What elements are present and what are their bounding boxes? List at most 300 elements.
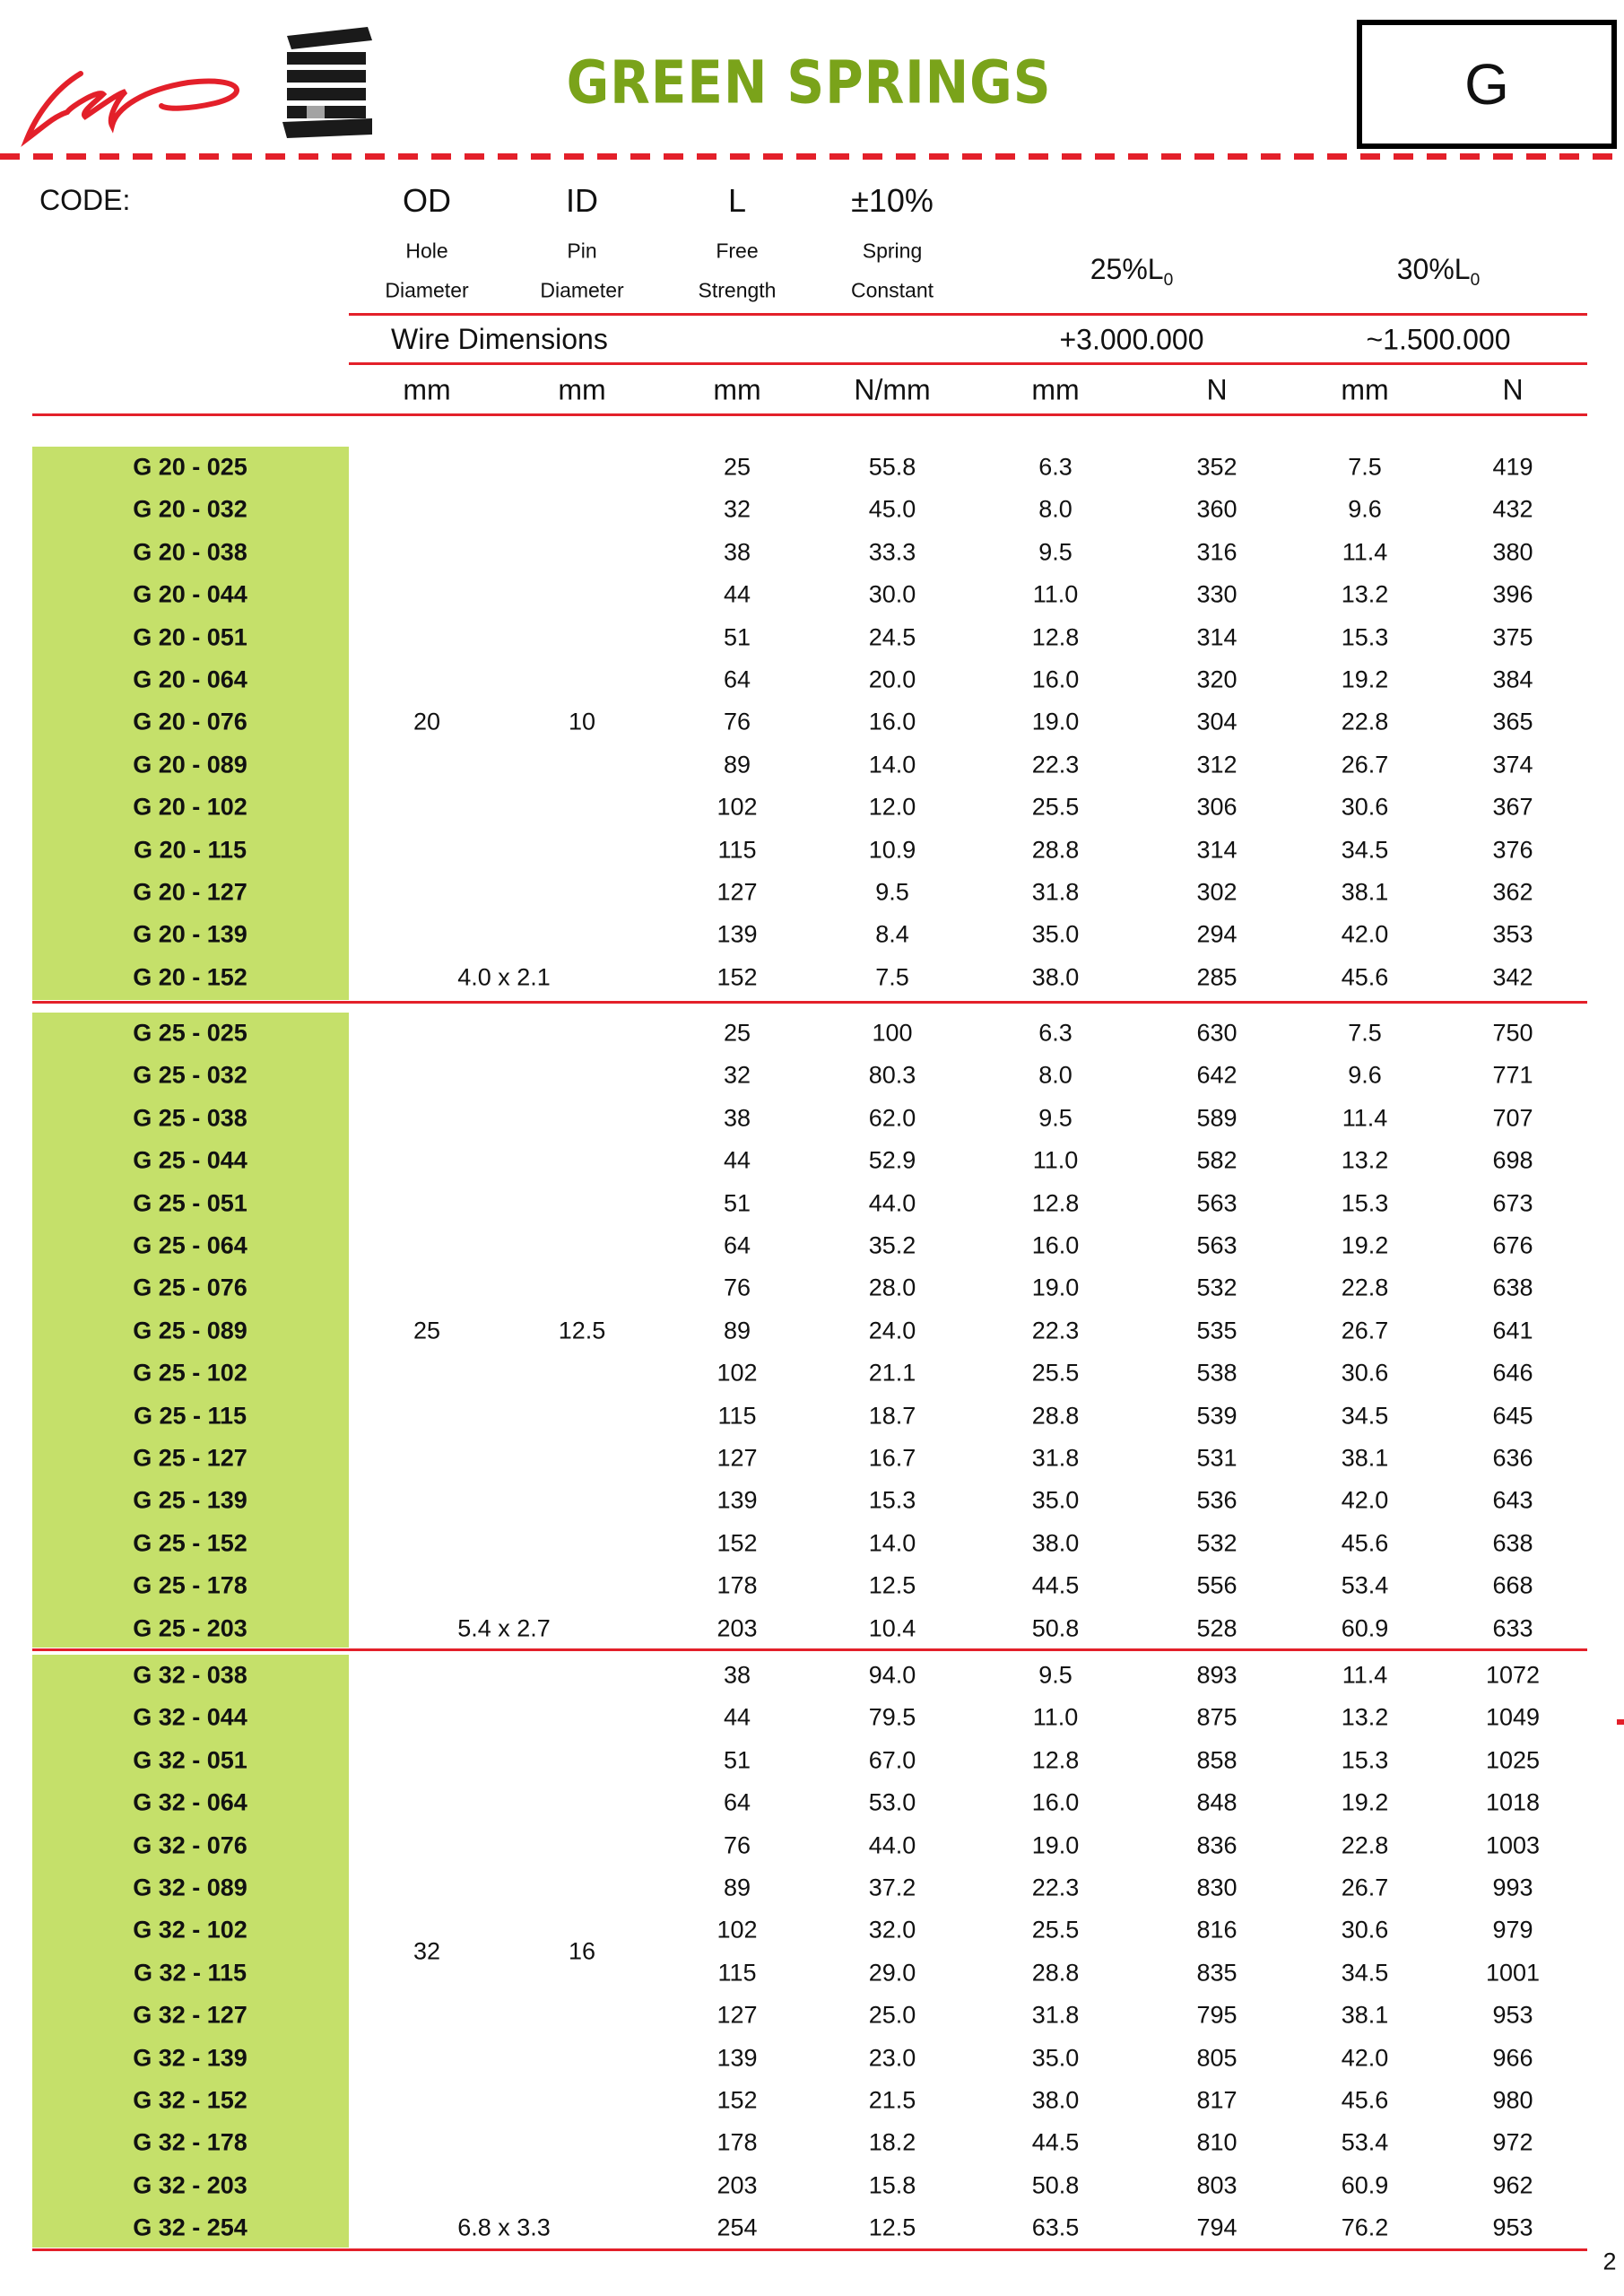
cell-free-length: 64 xyxy=(723,1788,751,1816)
cell-force-30-n: 633 xyxy=(1492,1614,1533,1642)
cell-force-25-n: 582 xyxy=(1196,1146,1238,1174)
cell-code: G 20 - 076 xyxy=(133,708,248,735)
cell-force-25-n: 330 xyxy=(1196,580,1238,608)
id-value: 16 xyxy=(568,1937,596,1965)
cell-code: G 32 - 178 xyxy=(133,2128,248,2156)
cell-deflection-30-mm: 76.2 xyxy=(1341,2213,1389,2241)
cell-code: G 20 - 064 xyxy=(133,665,248,693)
cell-deflection-30-mm: 53.4 xyxy=(1341,1571,1389,1599)
k-header: ±10% xyxy=(851,182,934,219)
cell-deflection-30-mm: 11.4 xyxy=(1342,538,1388,566)
cell-spring-constant: 12.5 xyxy=(868,2213,916,2241)
cell-force-30-n: 342 xyxy=(1492,963,1533,991)
cell-force-30-n: 376 xyxy=(1492,836,1533,864)
cell-deflection-25-mm: 16.0 xyxy=(1031,665,1080,693)
cell-force-25-n: 830 xyxy=(1196,1874,1238,1901)
cell-force-25-n: 794 xyxy=(1196,2213,1238,2241)
cell-deflection-25-mm: 50.8 xyxy=(1031,1614,1080,1642)
cell-deflection-25-mm: 35.0 xyxy=(1031,1486,1080,1514)
cell-code: G 20 - 051 xyxy=(133,623,248,651)
cell-deflection-25-mm: 25.5 xyxy=(1031,1916,1080,1944)
cell-deflection-25-mm: 38.0 xyxy=(1031,963,1080,991)
category-box xyxy=(1357,20,1617,149)
cell-deflection-30-mm: 22.8 xyxy=(1341,1831,1389,1859)
cell-free-length: 25 xyxy=(723,1019,751,1047)
cell-deflection-30-mm: 38.1 xyxy=(1341,2001,1389,2029)
cell-force-25-n: 539 xyxy=(1196,1402,1238,1430)
cell-spring-constant: 20.0 xyxy=(868,665,916,693)
od-desc-2: Diameter xyxy=(385,278,469,302)
cell-deflection-25-mm: 31.8 xyxy=(1031,1444,1080,1472)
cell-deflection-30-mm: 42.0 xyxy=(1341,920,1389,948)
cell-force-25-n: 858 xyxy=(1196,1746,1238,1774)
cell-force-25-n: 306 xyxy=(1196,793,1238,821)
cell-deflection-25-mm: 63.5 xyxy=(1031,2213,1080,2241)
cell-force-30-n: 396 xyxy=(1492,580,1533,608)
p30-label: 30%L xyxy=(1396,252,1471,285)
zap-logo xyxy=(18,27,377,152)
cell-code: G 32 - 051 xyxy=(133,1746,248,1774)
wire-dimensions-value: 5.4 x 2.7 xyxy=(457,1614,551,1642)
cell-force-25-n: 532 xyxy=(1196,1274,1238,1301)
cell-spring-constant: 18.2 xyxy=(868,2128,916,2156)
cell-deflection-30-mm: 15.3 xyxy=(1341,623,1389,651)
cell-force-25-n: 805 xyxy=(1196,2044,1238,2072)
cell-spring-constant: 15.3 xyxy=(868,1486,916,1514)
cell-deflection-25-mm: 25.5 xyxy=(1031,1359,1080,1387)
cell-spring-constant: 29.0 xyxy=(868,1959,916,1987)
cell-force-25-n: 320 xyxy=(1196,665,1238,693)
cell-spring-constant: 67.0 xyxy=(868,1746,916,1774)
cell-force-25-n: 538 xyxy=(1196,1359,1238,1387)
cell-force-30-n: 641 xyxy=(1492,1317,1533,1344)
cell-code: G 32 - 139 xyxy=(133,2044,248,2072)
cell-deflection-30-mm: 11.4 xyxy=(1342,1661,1388,1689)
cell-force-30-n: 384 xyxy=(1492,665,1533,693)
group-divider xyxy=(32,1001,1587,1004)
cell-code: G 20 - 139 xyxy=(133,920,248,948)
cell-force-30-n: 962 xyxy=(1492,2171,1533,2199)
cell-force-30-n: 673 xyxy=(1492,1189,1533,1217)
cell-deflection-30-mm: 45.6 xyxy=(1341,1529,1389,1557)
cell-free-length: 38 xyxy=(723,538,751,566)
cell-force-25-n: 314 xyxy=(1196,836,1238,864)
cell-code: G 20 - 025 xyxy=(133,453,248,481)
cell-spring-constant: 37.2 xyxy=(868,1874,916,1901)
cell-deflection-25-mm: 38.0 xyxy=(1031,2086,1080,2114)
cell-deflection-25-mm: 9.5 xyxy=(1038,538,1073,566)
header-line-3 xyxy=(32,413,1587,416)
cell-deflection-25-mm: 8.0 xyxy=(1038,1061,1073,1089)
l-header: L xyxy=(727,182,747,219)
cell-force-30-n: 1001 xyxy=(1485,1959,1541,1987)
cell-force-25-n: 589 xyxy=(1196,1104,1238,1132)
cell-deflection-25-mm: 16.0 xyxy=(1031,1231,1080,1259)
cell-deflection-30-mm: 53.4 xyxy=(1341,2128,1389,2156)
cell-spring-constant: 10.9 xyxy=(868,836,916,864)
cell-deflection-30-mm: 19.2 xyxy=(1341,665,1389,693)
cell-free-length: 254 xyxy=(716,2213,758,2241)
wire-dimensions-value: 4.0 x 2.1 xyxy=(457,963,551,991)
cell-spring-constant: 12.5 xyxy=(868,1571,916,1599)
code-label: CODE: xyxy=(39,184,131,216)
p30-sub: 0 xyxy=(1470,271,1481,291)
cell-deflection-25-mm: 11.0 xyxy=(1032,1146,1079,1174)
cell-force-30-n: 362 xyxy=(1492,878,1533,906)
cell-free-length: 64 xyxy=(723,665,751,693)
cell-deflection-30-mm: 45.6 xyxy=(1341,963,1389,991)
cell-deflection-30-mm: 15.3 xyxy=(1341,1746,1389,1774)
cell-code: G 25 - 139 xyxy=(133,1486,248,1514)
id-value: 12.5 xyxy=(558,1317,606,1344)
cell-deflection-25-mm: 19.0 xyxy=(1031,1274,1080,1301)
cell-deflection-30-mm: 13.2 xyxy=(1341,1703,1389,1731)
cell-free-length: 32 xyxy=(723,1061,751,1089)
cell-force-30-n: 353 xyxy=(1492,920,1533,948)
cell-spring-constant: 24.5 xyxy=(868,623,916,651)
cell-force-25-n: 875 xyxy=(1196,1703,1238,1731)
cell-free-length: 102 xyxy=(716,1916,758,1944)
cell-free-length: 152 xyxy=(716,1529,758,1557)
category-letter: G xyxy=(1464,52,1509,117)
cell-force-30-n: 375 xyxy=(1492,623,1533,651)
cell-free-length: 76 xyxy=(723,708,751,735)
cell-spring-constant: 100 xyxy=(872,1019,913,1047)
page-title: GREEN SPRINGS xyxy=(566,48,1052,117)
cell-deflection-30-mm: 30.6 xyxy=(1341,793,1389,821)
cell-free-length: 89 xyxy=(723,1317,751,1344)
cell-free-length: 139 xyxy=(716,1486,758,1514)
id-value: 10 xyxy=(568,708,596,735)
cell-free-length: 44 xyxy=(723,1703,751,1731)
cell-deflection-25-mm: 8.0 xyxy=(1038,495,1073,523)
cell-spring-constant: 62.0 xyxy=(868,1104,916,1132)
cell-deflection-30-mm: 45.6 xyxy=(1341,2086,1389,2114)
cell-force-25-n: 848 xyxy=(1196,1788,1238,1816)
cell-deflection-25-mm: 12.8 xyxy=(1031,1189,1080,1217)
cell-code: G 32 - 203 xyxy=(133,2171,248,2199)
cell-free-length: 127 xyxy=(716,878,758,906)
wire-dimensions-label: Wire Dimensions xyxy=(391,323,608,355)
cell-spring-constant: 44.0 xyxy=(868,1831,916,1859)
cell-force-30-n: 676 xyxy=(1492,1231,1533,1259)
cell-force-30-n: 966 xyxy=(1492,2044,1533,2072)
cell-deflection-25-mm: 31.8 xyxy=(1031,2001,1080,2029)
cell-deflection-30-mm: 7.5 xyxy=(1348,1019,1382,1047)
cell-code: G 25 - 152 xyxy=(133,1529,248,1557)
group-divider xyxy=(32,1648,1587,1651)
cell-free-length: 139 xyxy=(716,2044,758,2072)
cell-code: G 25 - 203 xyxy=(133,1614,248,1642)
cell-spring-constant: 24.0 xyxy=(868,1317,916,1344)
cell-force-30-n: 1003 xyxy=(1485,1831,1541,1859)
cell-force-25-n: 563 xyxy=(1196,1231,1238,1259)
cell-code: G 25 - 076 xyxy=(133,1274,248,1301)
cell-code: G 20 - 032 xyxy=(133,495,248,523)
cell-spring-constant: 35.2 xyxy=(868,1231,916,1259)
cell-code: G 32 - 038 xyxy=(133,1661,248,1689)
cell-force-30-n: 374 xyxy=(1492,751,1533,778)
cell-spring-constant: 45.0 xyxy=(868,495,916,523)
cell-code: G 25 - 044 xyxy=(133,1146,248,1174)
cell-free-length: 102 xyxy=(716,1359,758,1387)
p30-header xyxy=(1397,253,1481,291)
cell-deflection-30-mm: 13.2 xyxy=(1341,1146,1389,1174)
cell-force-25-n: 312 xyxy=(1196,751,1238,778)
cell-force-30-n: 953 xyxy=(1492,2001,1533,2029)
p30-cycles: ~1.500.000 xyxy=(1366,323,1511,356)
cell-force-25-n: 294 xyxy=(1196,920,1238,948)
cell-deflection-25-mm: 19.0 xyxy=(1031,1831,1080,1859)
cell-deflection-30-mm: 60.9 xyxy=(1341,1614,1389,1642)
k-unit: N/mm xyxy=(854,373,931,406)
cell-deflection-25-mm: 12.8 xyxy=(1031,1746,1080,1774)
p25-cycles: +3.000.000 xyxy=(1059,323,1204,356)
cell-free-length: 102 xyxy=(716,793,758,821)
cell-free-length: 127 xyxy=(716,1444,758,1472)
cell-free-length: 25 xyxy=(723,453,751,481)
cell-code: G 32 - 064 xyxy=(133,1788,248,1816)
cell-free-length: 152 xyxy=(716,2086,758,2114)
group-divider xyxy=(32,2248,1587,2251)
cell-deflection-30-mm: 9.6 xyxy=(1348,1061,1382,1089)
cell-free-length: 203 xyxy=(716,2171,758,2199)
cell-force-30-n: 953 xyxy=(1492,2213,1533,2241)
cell-code: G 32 - 044 xyxy=(133,1703,248,1731)
l-desc-1: Free xyxy=(716,239,759,263)
p25-n-unit: N xyxy=(1206,373,1228,406)
cell-force-30-n: 380 xyxy=(1492,538,1533,566)
cell-spring-constant: 23.0 xyxy=(868,2044,916,2072)
cell-force-30-n: 638 xyxy=(1492,1529,1533,1557)
cell-free-length: 38 xyxy=(723,1661,751,1689)
cell-deflection-30-mm: 60.9 xyxy=(1341,2171,1389,2199)
cell-spring-constant: 80.3 xyxy=(868,1061,916,1089)
cell-free-length: 139 xyxy=(716,920,758,948)
cell-free-length: 51 xyxy=(723,1746,751,1774)
cell-force-30-n: 698 xyxy=(1492,1146,1533,1174)
cell-deflection-30-mm: 38.1 xyxy=(1341,878,1389,906)
od-value: 32 xyxy=(413,1937,441,1965)
cell-free-length: 38 xyxy=(723,1104,751,1132)
cell-deflection-25-mm: 16.0 xyxy=(1031,1788,1080,1816)
cell-spring-constant: 21.5 xyxy=(868,2086,916,2114)
cell-force-25-n: 360 xyxy=(1196,495,1238,523)
cell-deflection-30-mm: 30.6 xyxy=(1341,1916,1389,1944)
cell-force-25-n: 304 xyxy=(1196,708,1238,735)
cell-deflection-30-mm: 22.8 xyxy=(1341,708,1389,735)
cell-free-length: 89 xyxy=(723,1874,751,1901)
od-desc-1: Hole xyxy=(405,239,448,263)
cell-code: G 20 - 102 xyxy=(133,793,248,821)
cell-deflection-25-mm: 11.0 xyxy=(1032,1703,1079,1731)
cell-spring-constant: 79.5 xyxy=(868,1703,916,1731)
cell-deflection-25-mm: 44.5 xyxy=(1031,1571,1080,1599)
cell-code: G 25 - 127 xyxy=(133,1444,248,1472)
cell-force-30-n: 668 xyxy=(1492,1571,1533,1599)
cell-force-30-n: 979 xyxy=(1492,1916,1533,1944)
cell-free-length: 89 xyxy=(723,751,751,778)
cell-spring-constant: 16.0 xyxy=(868,708,916,735)
cell-spring-constant: 32.0 xyxy=(868,1916,916,1944)
cell-free-length: 203 xyxy=(716,1614,758,1642)
od-header: OD xyxy=(403,182,451,219)
cell-deflection-25-mm: 9.5 xyxy=(1038,1104,1073,1132)
dashed-divider xyxy=(0,153,1624,160)
cell-code: G 20 - 115 xyxy=(133,836,248,864)
cell-free-length: 115 xyxy=(717,1402,757,1430)
cell-code: G 32 - 115 xyxy=(133,1959,248,1987)
cell-free-length: 44 xyxy=(723,580,751,608)
cell-force-30-n: 432 xyxy=(1492,495,1533,523)
cell-code: G 20 - 038 xyxy=(133,538,248,566)
cell-spring-constant: 52.9 xyxy=(868,1146,916,1174)
cell-free-length: 178 xyxy=(716,1571,758,1599)
cell-force-30-n: 993 xyxy=(1492,1874,1533,1901)
od-unit: mm xyxy=(403,373,451,406)
cell-spring-constant: 12.0 xyxy=(868,793,916,821)
cell-force-25-n: 642 xyxy=(1196,1061,1238,1089)
cell-code: G 25 - 102 xyxy=(133,1359,248,1387)
cell-deflection-30-mm: 26.7 xyxy=(1341,1317,1389,1344)
cell-spring-constant: 10.4 xyxy=(868,1614,916,1642)
cell-deflection-25-mm: 44.5 xyxy=(1031,2128,1080,2156)
cell-deflection-25-mm: 31.8 xyxy=(1031,878,1080,906)
cell-code: G 32 - 254 xyxy=(133,2213,248,2241)
cell-free-length: 76 xyxy=(723,1274,751,1301)
cell-spring-constant: 14.0 xyxy=(868,1529,916,1557)
page-number: 2 xyxy=(1602,2248,1617,2275)
cell-spring-constant: 9.5 xyxy=(875,878,909,906)
cell-deflection-25-mm: 6.3 xyxy=(1038,1019,1073,1047)
cell-force-25-n: 285 xyxy=(1196,963,1238,991)
id-desc-1: Pin xyxy=(567,239,597,263)
cell-deflection-30-mm: 30.6 xyxy=(1341,1359,1389,1387)
cell-deflection-30-mm: 38.1 xyxy=(1341,1444,1389,1472)
id-unit: mm xyxy=(558,373,606,406)
cell-force-25-n: 816 xyxy=(1196,1916,1238,1944)
cell-spring-constant: 53.0 xyxy=(868,1788,916,1816)
cell-force-25-n: 316 xyxy=(1196,538,1238,566)
cell-free-length: 51 xyxy=(723,623,751,651)
cell-force-25-n: 835 xyxy=(1196,1959,1238,1987)
cell-force-30-n: 972 xyxy=(1492,2128,1533,2156)
cell-force-25-n: 314 xyxy=(1196,623,1238,651)
cell-code: G 20 - 089 xyxy=(133,751,248,778)
cell-force-25-n: 817 xyxy=(1196,2086,1238,2114)
cell-spring-constant: 33.3 xyxy=(868,538,916,566)
edge-mark xyxy=(1617,1719,1624,1725)
cell-code: G 25 - 178 xyxy=(133,1571,248,1599)
cell-force-25-n: 836 xyxy=(1196,1831,1238,1859)
cell-force-25-n: 563 xyxy=(1196,1189,1238,1217)
cell-force-30-n: 1072 xyxy=(1485,1661,1541,1689)
cell-code: G 25 - 051 xyxy=(133,1189,248,1217)
cell-free-length: 64 xyxy=(723,1231,751,1259)
cell-spring-constant: 21.1 xyxy=(868,1359,916,1387)
cell-free-length: 51 xyxy=(723,1189,751,1217)
cell-force-25-n: 536 xyxy=(1196,1486,1238,1514)
p30-mm-unit: mm xyxy=(1341,373,1389,406)
cell-force-30-n: 638 xyxy=(1492,1274,1533,1301)
p25-mm-unit: mm xyxy=(1031,373,1080,406)
cell-code: G 32 - 076 xyxy=(133,1831,248,1859)
cell-deflection-30-mm: 13.2 xyxy=(1341,580,1389,608)
cell-free-length: 115 xyxy=(717,1959,757,1987)
cell-force-30-n: 1025 xyxy=(1485,1746,1541,1774)
cell-force-30-n: 643 xyxy=(1492,1486,1533,1514)
cell-deflection-25-mm: 38.0 xyxy=(1031,1529,1080,1557)
cell-deflection-25-mm: 22.3 xyxy=(1031,1874,1080,1901)
cell-force-25-n: 352 xyxy=(1196,453,1238,481)
cell-force-30-n: 980 xyxy=(1492,2086,1533,2114)
cell-force-25-n: 630 xyxy=(1196,1019,1238,1047)
cell-spring-constant: 14.0 xyxy=(868,751,916,778)
p25-label: 25%L xyxy=(1090,252,1164,285)
cell-code: G 25 - 115 xyxy=(133,1402,248,1430)
cell-free-length: 115 xyxy=(717,836,757,864)
cell-deflection-30-mm: 42.0 xyxy=(1341,1486,1389,1514)
cell-force-30-n: 419 xyxy=(1492,453,1533,481)
od-value: 20 xyxy=(413,708,441,735)
cell-force-30-n: 636 xyxy=(1492,1444,1533,1472)
cell-force-25-n: 893 xyxy=(1196,1661,1238,1689)
k-desc-1: Spring xyxy=(862,239,923,263)
cell-free-length: 178 xyxy=(716,2128,758,2156)
cell-deflection-30-mm: 26.7 xyxy=(1341,751,1389,778)
cell-deflection-30-mm: 19.2 xyxy=(1341,1231,1389,1259)
cell-deflection-25-mm: 12.8 xyxy=(1031,623,1080,651)
id-desc-2: Diameter xyxy=(540,278,624,302)
cell-force-30-n: 367 xyxy=(1492,793,1533,821)
cell-spring-constant: 8.4 xyxy=(875,920,909,948)
cell-deflection-30-mm: 19.2 xyxy=(1341,1788,1389,1816)
cell-force-25-n: 532 xyxy=(1196,1529,1238,1557)
cell-deflection-25-mm: 28.8 xyxy=(1031,1959,1080,1987)
cell-force-30-n: 365 xyxy=(1492,708,1533,735)
cell-free-length: 76 xyxy=(723,1831,751,1859)
cell-deflection-30-mm: 11.4 xyxy=(1342,1104,1388,1132)
cell-deflection-30-mm: 26.7 xyxy=(1341,1874,1389,1901)
cell-deflection-30-mm: 22.8 xyxy=(1341,1274,1389,1301)
cell-code: G 32 - 089 xyxy=(133,1874,248,1901)
cell-deflection-30-mm: 34.5 xyxy=(1341,836,1389,864)
cell-deflection-25-mm: 22.3 xyxy=(1031,1317,1080,1344)
cell-force-30-n: 750 xyxy=(1492,1019,1533,1047)
cell-deflection-25-mm: 28.8 xyxy=(1031,1402,1080,1430)
cell-force-30-n: 707 xyxy=(1492,1104,1533,1132)
cell-spring-constant: 16.7 xyxy=(868,1444,916,1472)
cell-spring-constant: 30.0 xyxy=(868,580,916,608)
cell-force-25-n: 302 xyxy=(1196,878,1238,906)
cell-deflection-30-mm: 34.5 xyxy=(1341,1959,1389,1987)
cell-code: G 20 - 152 xyxy=(133,963,248,991)
cell-code: G 32 - 152 xyxy=(133,2086,248,2114)
cell-deflection-25-mm: 50.8 xyxy=(1031,2171,1080,2199)
cell-code: G 32 - 102 xyxy=(133,1916,248,1944)
cell-free-length: 32 xyxy=(723,495,751,523)
cell-deflection-25-mm: 19.0 xyxy=(1031,708,1080,735)
cell-code: G 32 - 127 xyxy=(133,2001,248,2029)
cell-code: G 25 - 038 xyxy=(133,1104,248,1132)
cell-force-30-n: 646 xyxy=(1492,1359,1533,1387)
cell-spring-constant: 7.5 xyxy=(875,963,909,991)
cell-spring-constant: 44.0 xyxy=(868,1189,916,1217)
cell-free-length: 127 xyxy=(716,2001,758,2029)
k-desc-2: Constant xyxy=(850,278,934,302)
id-header: ID xyxy=(566,182,598,219)
cell-deflection-25-mm: 22.3 xyxy=(1031,751,1080,778)
